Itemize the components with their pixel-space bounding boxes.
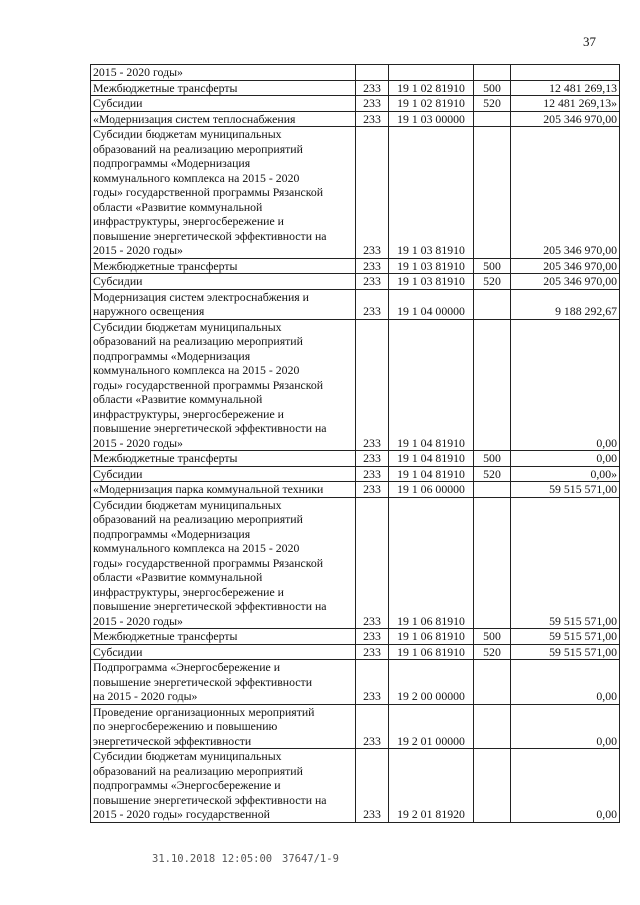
cell-target-article <box>389 65 474 81</box>
cell-name: Модернизация систем электроснабжения и наружного освещения <box>91 289 356 319</box>
cell-name: Субсидии бюджетам муниципальных образований на реализацию мероприятий подпрограммы «Модернизация коммунального комплекса на 2015 - 2020 годы» государственной программы Рязанской области «Развитие коммунальной инфраструктуры, энергосбережение и повышение энергетической эффективности на 2015 - 2020 годы» <box>91 497 356 629</box>
cell-department-code <box>356 65 389 81</box>
budget-table <box>90 64 620 823</box>
cell-amount: 205 346 970,00 <box>511 274 620 290</box>
footer-timestamp: 31.10.2018 12:05:00 <box>152 853 273 865</box>
cell-amount: 0,00 <box>511 660 620 705</box>
cell-target-article: 19 1 04 81910 <box>389 466 474 482</box>
cell-name: Субсидии бюджетам муниципальных образований на реализацию мероприятий подпрограммы «Энергосбережение и повышение энергетической эффективности на 2015 - 2020 годы» государственной <box>91 749 356 823</box>
cell-target-article: 19 1 06 81910 <box>389 497 474 629</box>
cell-expense-type <box>474 660 511 705</box>
cell-amount: 0,00 <box>511 319 620 451</box>
table-row <box>91 289 620 319</box>
table-row <box>91 127 620 259</box>
cell-name: Субсидии <box>91 466 356 482</box>
cell-expense-type <box>474 289 511 319</box>
cell-amount: 12 481 269,13 <box>511 80 620 96</box>
cell-name: Субсидии <box>91 96 356 112</box>
cell-target-article: 19 1 02 81910 <box>389 96 474 112</box>
cell-amount: 0,00 <box>511 704 620 749</box>
cell-target-article: 19 1 02 81910 <box>389 80 474 96</box>
cell-target-article: 19 1 04 00000 <box>389 289 474 319</box>
table-row <box>91 466 620 482</box>
cell-department-code: 233 <box>356 660 389 705</box>
cell-expense-type <box>474 127 511 259</box>
cell-name: Подпрограмма «Энергосбережение и повышение энергетической эффективности на 2015 - 2020 годы» <box>91 660 356 705</box>
cell-expense-type: 500 <box>474 258 511 274</box>
table-row <box>91 319 620 451</box>
cell-department-code: 233 <box>356 258 389 274</box>
cell-expense-type <box>474 704 511 749</box>
footer-document-id: 37647/1-9 <box>282 853 339 865</box>
table-row <box>91 704 620 749</box>
table-row <box>91 274 620 290</box>
table-row <box>91 80 620 96</box>
cell-department-code: 233 <box>356 96 389 112</box>
cell-department-code: 233 <box>356 749 389 823</box>
cell-target-article: 19 2 00 00000 <box>389 660 474 705</box>
cell-amount: 205 346 970,00 <box>511 127 620 259</box>
cell-expense-type: 520 <box>474 274 511 290</box>
table-row <box>91 644 620 660</box>
cell-name: Субсидии бюджетам муниципальных образований на реализацию мероприятий подпрограммы «Модернизация коммунального комплекса на 2015 - 2020 годы» государственной программы Рязанской области «Развитие коммунальной инфраструктуры, энергосбережение и повышение энергетической эффективности на 2015 - 2020 годы» <box>91 127 356 259</box>
cell-department-code: 233 <box>356 644 389 660</box>
cell-department-code: 233 <box>356 274 389 290</box>
table-row <box>91 65 620 81</box>
cell-target-article: 19 1 04 81910 <box>389 451 474 467</box>
cell-department-code: 233 <box>356 127 389 259</box>
cell-amount: 12 481 269,13» <box>511 96 620 112</box>
cell-department-code: 233 <box>356 482 389 498</box>
cell-expense-type: 500 <box>474 629 511 645</box>
cell-name: Межбюджетные трансферты <box>91 258 356 274</box>
cell-expense-type: 500 <box>474 80 511 96</box>
cell-department-code: 233 <box>356 466 389 482</box>
cell-expense-type <box>474 111 511 127</box>
cell-expense-type: 520 <box>474 466 511 482</box>
cell-amount: 0,00 <box>511 749 620 823</box>
cell-department-code: 233 <box>356 319 389 451</box>
cell-expense-type <box>474 65 511 81</box>
cell-department-code: 233 <box>356 451 389 467</box>
cell-target-article: 19 2 01 81920 <box>389 749 474 823</box>
cell-department-code: 233 <box>356 629 389 645</box>
cell-name: Межбюджетные трансферты <box>91 80 356 96</box>
cell-department-code: 233 <box>356 289 389 319</box>
cell-expense-type: 520 <box>474 96 511 112</box>
cell-department-code: 233 <box>356 111 389 127</box>
cell-expense-type <box>474 482 511 498</box>
budget-table-body <box>91 65 620 823</box>
cell-target-article: 19 1 06 81910 <box>389 629 474 645</box>
cell-name: Межбюджетные трансферты <box>91 629 356 645</box>
cell-name: «Модернизация систем теплоснабжения <box>91 111 356 127</box>
table-row <box>91 749 620 823</box>
table-row <box>91 497 620 629</box>
cell-target-article: 19 1 03 81910 <box>389 258 474 274</box>
cell-name: Субсидии <box>91 644 356 660</box>
cell-name: Межбюджетные трансферты <box>91 451 356 467</box>
table-row <box>91 660 620 705</box>
cell-target-article: 19 2 01 00000 <box>389 704 474 749</box>
table-row <box>91 629 620 645</box>
cell-expense-type <box>474 749 511 823</box>
cell-amount: 205 346 970,00 <box>511 258 620 274</box>
table-row <box>91 451 620 467</box>
cell-target-article: 19 1 03 81910 <box>389 127 474 259</box>
cell-target-article: 19 1 04 81910 <box>389 319 474 451</box>
table-row <box>91 111 620 127</box>
cell-expense-type <box>474 497 511 629</box>
cell-amount: 0,00» <box>511 466 620 482</box>
cell-name: Субсидии <box>91 274 356 290</box>
cell-target-article: 19 1 06 00000 <box>389 482 474 498</box>
cell-name: 2015 - 2020 годы» <box>91 65 356 81</box>
cell-target-article: 19 1 03 00000 <box>389 111 474 127</box>
cell-target-article: 19 1 03 81910 <box>389 274 474 290</box>
cell-amount: 205 346 970,00 <box>511 111 620 127</box>
table-row <box>91 258 620 274</box>
cell-name: Субсидии бюджетам муниципальных образований на реализацию мероприятий подпрограммы «Модернизация коммунального комплекса на 2015 - 2020 годы» государственной программы Рязанской области «Развитие коммунальной инфраструктуры, энергосбережение и повышение энергетической эффективности на 2015 - 2020 годы» <box>91 319 356 451</box>
cell-amount: 0,00 <box>511 451 620 467</box>
cell-amount: 59 515 571,00 <box>511 644 620 660</box>
cell-expense-type: 500 <box>474 451 511 467</box>
cell-amount: 9 188 292,67 <box>511 289 620 319</box>
cell-department-code: 233 <box>356 704 389 749</box>
cell-amount <box>511 65 620 81</box>
cell-department-code: 233 <box>356 497 389 629</box>
cell-name: «Модернизация парка коммунальной техники <box>91 482 356 498</box>
cell-department-code: 233 <box>356 80 389 96</box>
cell-name: Проведение организационных мероприятий по энергосбережению и повышению энергетической эффективности <box>91 704 356 749</box>
table-row <box>91 482 620 498</box>
cell-amount: 59 515 571,00 <box>511 497 620 629</box>
cell-expense-type <box>474 319 511 451</box>
cell-amount: 59 515 571,00 <box>511 482 620 498</box>
cell-expense-type: 520 <box>474 644 511 660</box>
cell-amount: 59 515 571,00 <box>511 629 620 645</box>
page-number: 37 <box>583 34 596 49</box>
cell-target-article: 19 1 06 81910 <box>389 644 474 660</box>
table-row <box>91 96 620 112</box>
